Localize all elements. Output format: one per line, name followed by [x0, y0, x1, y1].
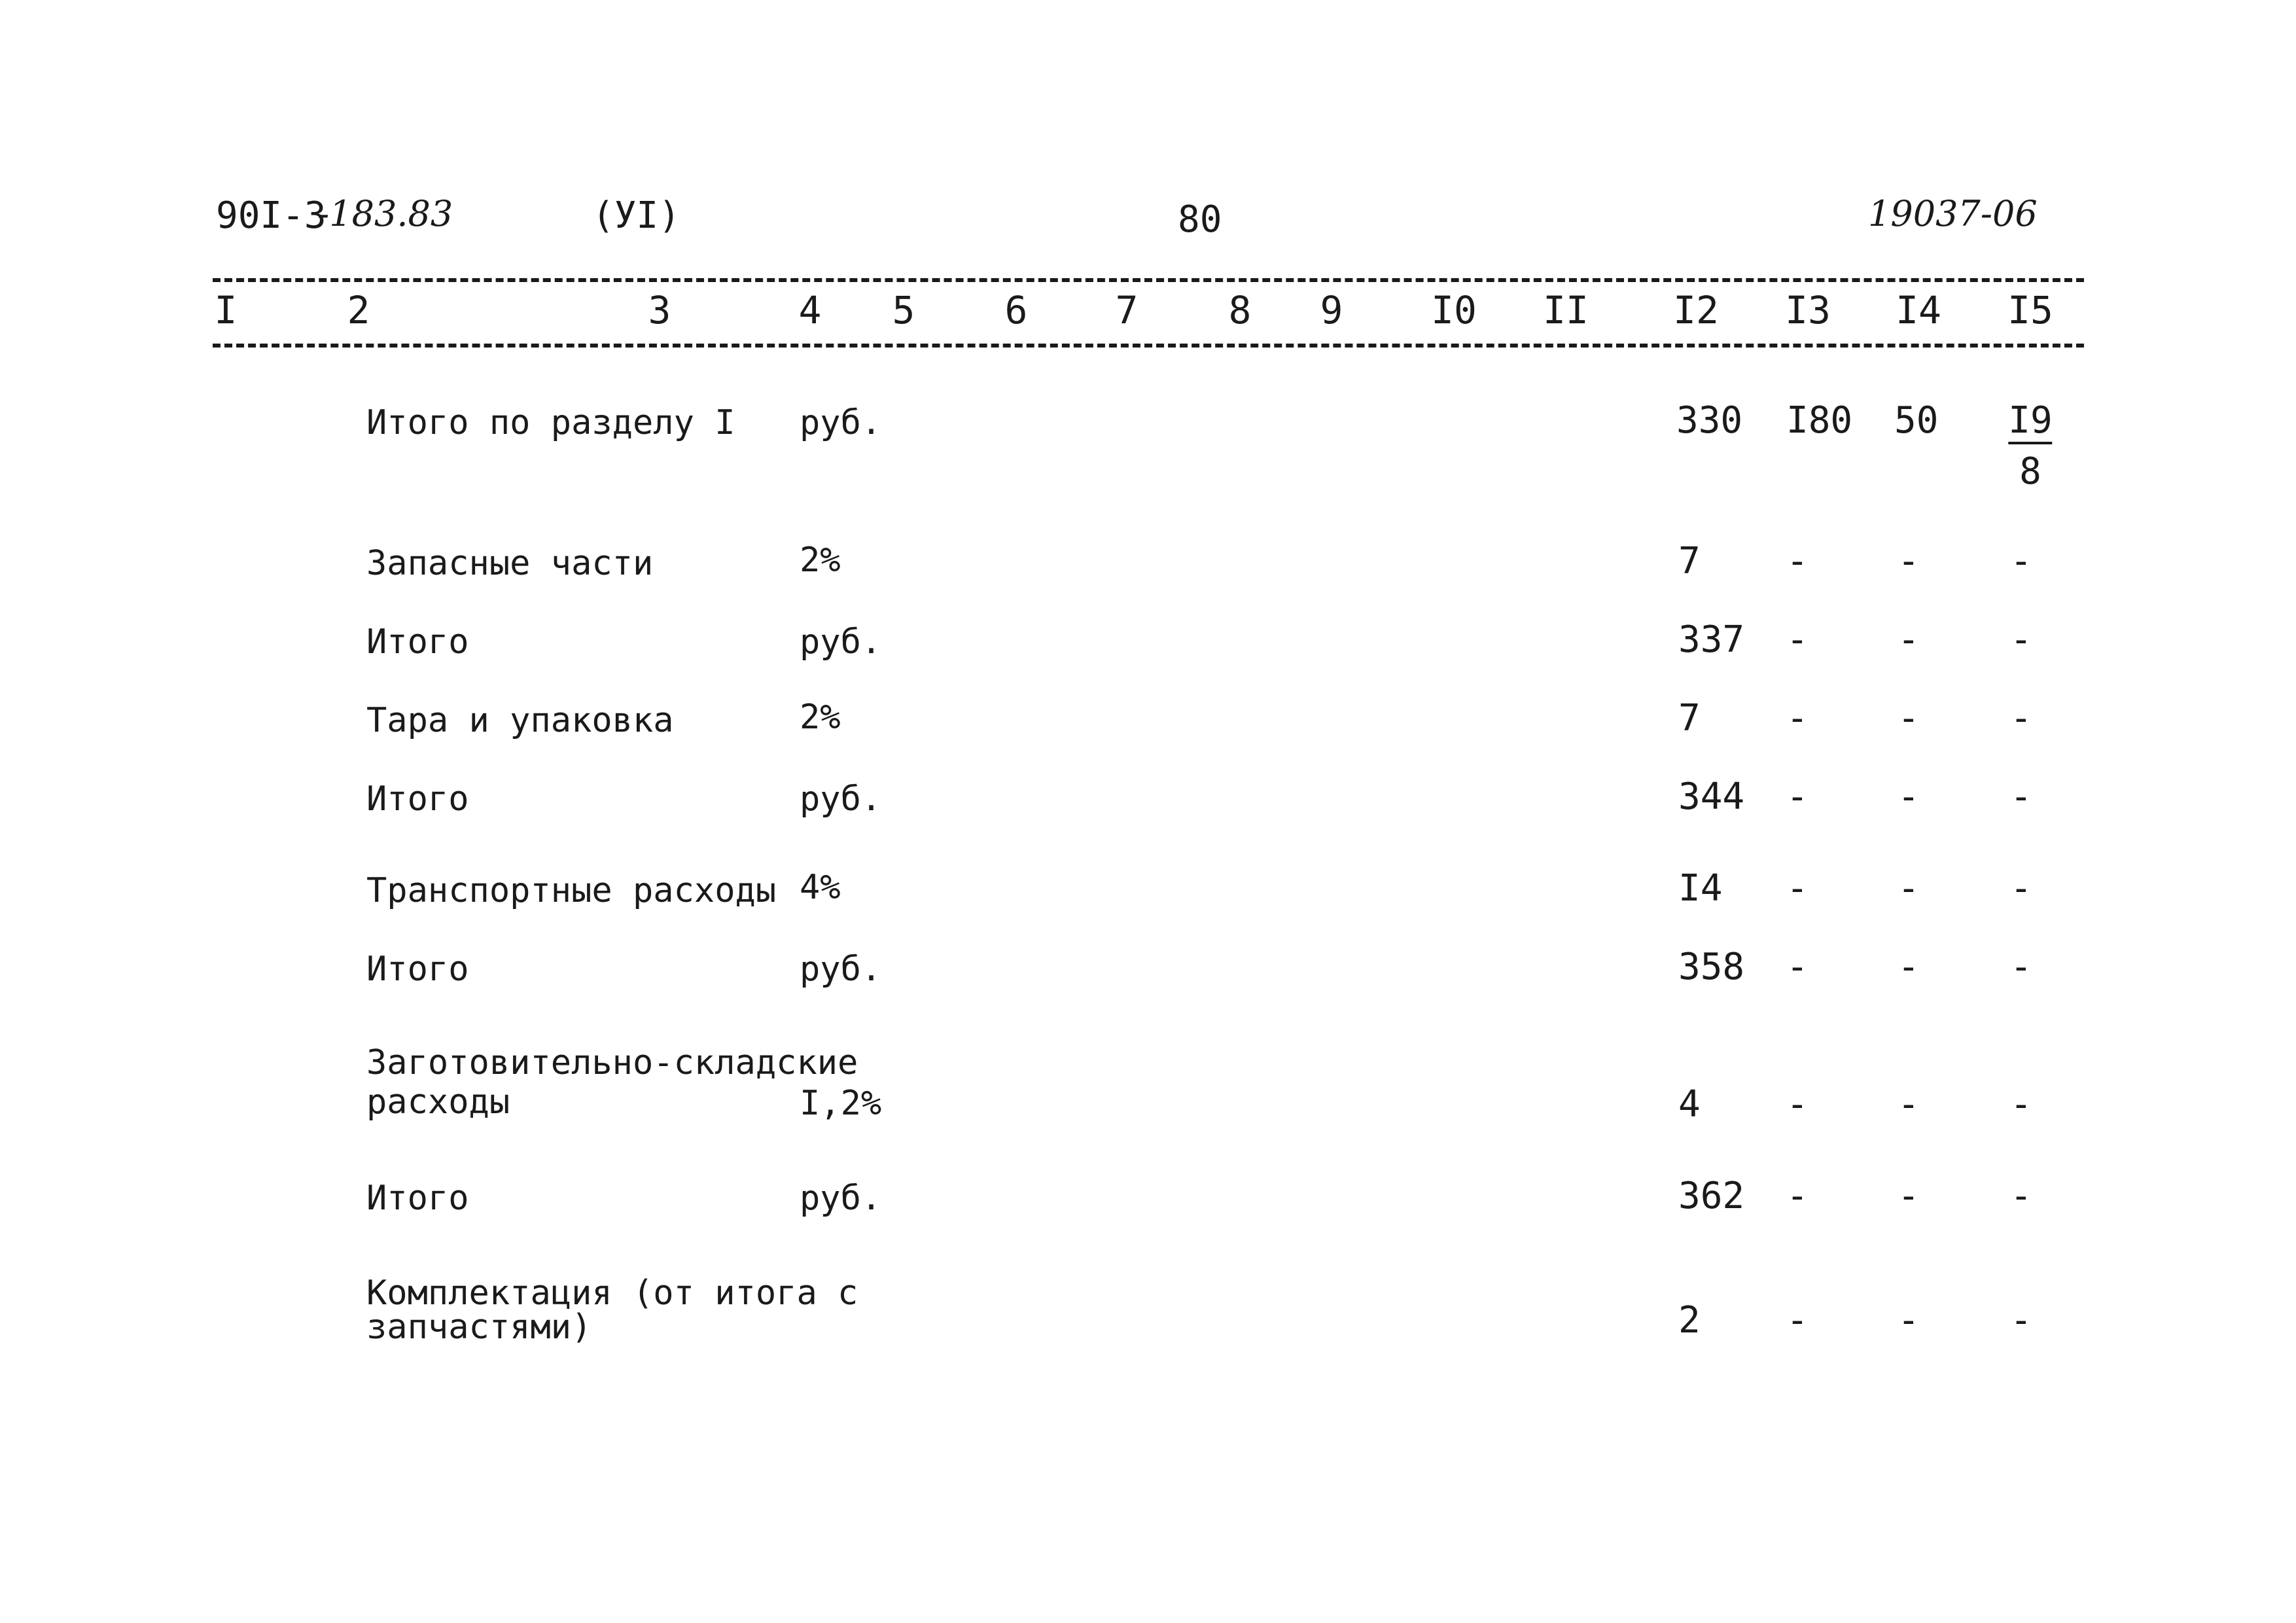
column-header-12: I2: [1673, 288, 1719, 332]
row-6-col12: I4: [1678, 867, 1723, 910]
document-code: 90I-3: [216, 194, 327, 237]
row-3-col14: -: [1898, 618, 1920, 661]
row-8-name: Заготовительно-складские расходы: [366, 1043, 858, 1122]
row-1-name: Итого по разделу I: [366, 403, 735, 442]
row-6-col14: -: [1898, 867, 1920, 910]
row-5-col14: -: [1898, 776, 1920, 818]
column-header-8: 8: [1228, 288, 1252, 332]
column-header-9: 9: [1320, 288, 1343, 332]
row-2-unit: 2%: [800, 541, 841, 580]
row-7-col14: -: [1898, 946, 1920, 988]
row-4-col14: -: [1898, 697, 1920, 740]
row-6-col15: -: [2010, 867, 2032, 910]
row-7-unit: руб.: [800, 950, 882, 989]
row-4-unit: 2%: [800, 698, 841, 737]
row-5-name: Итого: [366, 779, 469, 819]
column-header-11: II: [1543, 288, 1589, 332]
row-3-col15: -: [2010, 618, 2032, 661]
row-1-col13: I80: [1786, 399, 1853, 442]
column-header-10: I0: [1431, 288, 1477, 332]
row-5-col15: -: [2010, 776, 2032, 818]
row-8-unit: I,2%: [800, 1084, 882, 1123]
row-9-col14: -: [1898, 1175, 1920, 1217]
column-header-1: I: [214, 288, 238, 332]
row-4-col15: -: [2010, 697, 2032, 740]
row-9-col13: -: [1786, 1175, 1809, 1217]
row-6-name: Транспортные расходы: [366, 871, 777, 910]
row-4-name: Тара и упаковка: [366, 701, 674, 740]
row-8-col14: -: [1898, 1083, 1920, 1126]
row-8-col13: -: [1786, 1083, 1809, 1126]
row-2-col14: -: [1898, 540, 1920, 582]
row-10-col13: -: [1786, 1299, 1809, 1342]
row-3-col12: 337: [1678, 618, 1745, 661]
row-6-unit: 4%: [800, 868, 841, 907]
row-2-col13: -: [1786, 540, 1809, 582]
column-header-6: 6: [1004, 288, 1028, 332]
row-9-unit: руб.: [800, 1179, 882, 1218]
row-10-col12: 2: [1678, 1299, 1701, 1342]
row-4-col12: 7: [1678, 697, 1701, 740]
bottom-dashed-rule: [213, 344, 2084, 348]
row-10-col15: -: [2010, 1299, 2032, 1342]
row-4-col13: -: [1786, 697, 1809, 740]
column-header-3: 3: [648, 288, 671, 332]
row-5-col13: -: [1786, 776, 1809, 818]
row-5-unit: руб.: [800, 779, 882, 819]
column-header-7: 7: [1115, 288, 1139, 332]
row-10-col14: -: [1898, 1299, 1920, 1342]
row-3-col13: -: [1786, 618, 1809, 661]
row-1-col15-fraction: [2008, 399, 2053, 493]
row-3-name: Итого: [366, 622, 469, 662]
row-1-col14: 50: [1894, 399, 1939, 442]
row-9-col12: 362: [1678, 1175, 1745, 1217]
row-7-col15: -: [2010, 946, 2032, 988]
row-5-col12: 344: [1678, 776, 1745, 818]
column-header-4: 4: [798, 288, 822, 332]
column-header-13: I3: [1785, 288, 1831, 332]
column-header-15: I5: [2007, 288, 2053, 332]
fraction-denominator: 8: [2019, 450, 2041, 493]
row-9-name: Итого: [366, 1179, 469, 1218]
row-1-unit: руб.: [800, 403, 882, 442]
archive-number-handwritten: 19037-06: [1868, 193, 2038, 234]
column-header-5: 5: [892, 288, 915, 332]
row-8-col15: -: [2010, 1083, 2032, 1126]
row-2-col15: -: [2010, 540, 2032, 582]
row-7-col13: -: [1786, 946, 1809, 988]
row-2-name: Запасные части: [366, 544, 654, 583]
row-1-col12: 330: [1676, 399, 1743, 442]
page-number: 80: [1178, 198, 1222, 241]
section-label: (УI): [592, 194, 680, 237]
document-code-handwritten: -183.83: [317, 193, 453, 234]
row-7-col12: 358: [1678, 946, 1745, 988]
column-header-14: I4: [1896, 288, 1941, 332]
top-dashed-rule: [213, 278, 2084, 282]
row-7-name: Итого: [366, 950, 469, 989]
row-6-col13: -: [1786, 867, 1809, 910]
row-3-unit: руб.: [800, 622, 882, 662]
fraction-numerator: I9: [2008, 402, 2052, 444]
row-9-col15: -: [2010, 1175, 2032, 1217]
column-header-2: 2: [347, 288, 370, 332]
row-10-name: Комплектация (от итога с запчастями): [366, 1274, 858, 1347]
row-2-col12: 7: [1678, 540, 1701, 582]
row-8-col12: 4: [1678, 1083, 1701, 1126]
